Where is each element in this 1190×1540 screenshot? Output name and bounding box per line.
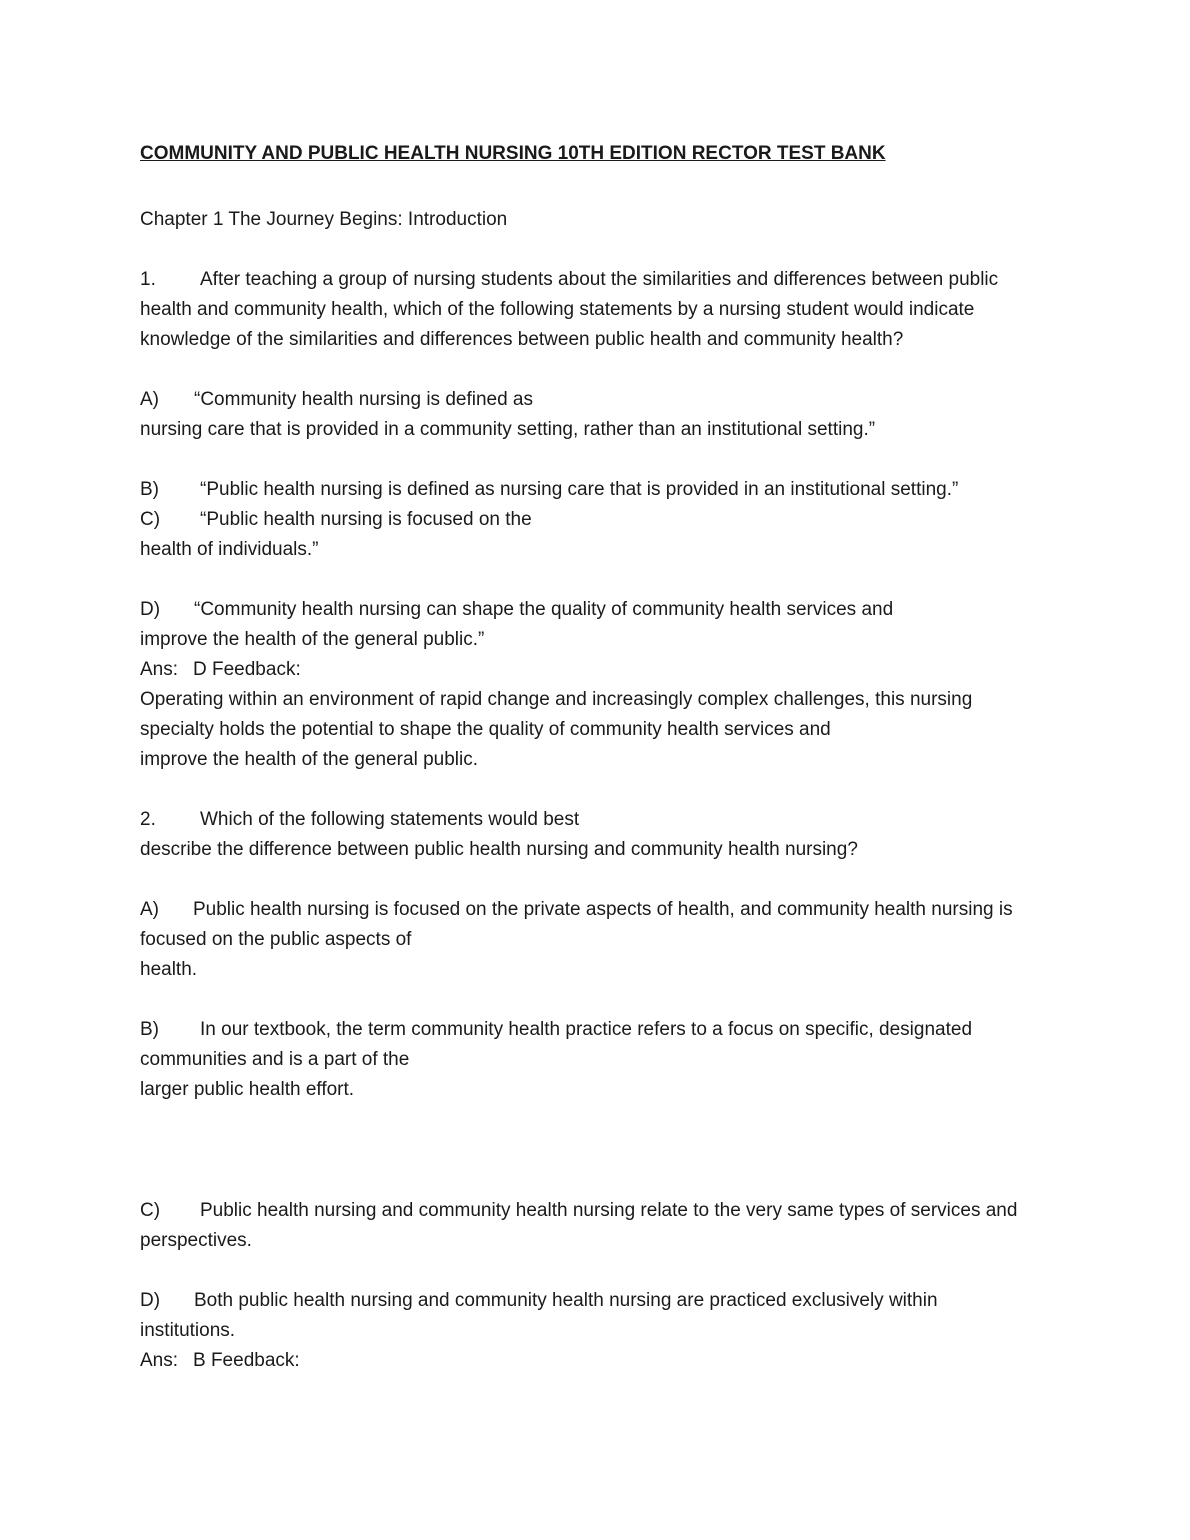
question-number: 1. — [140, 269, 156, 290]
q2-option-b-line-2: communities and is a part of the — [140, 1049, 410, 1070]
chapter-heading: Chapter 1 The Journey Begins: Introduction — [140, 209, 508, 230]
question-1-line-2: health and community health, which of the following statements by a nursing student would indicate — [140, 299, 975, 320]
option-letter: A) — [140, 389, 159, 410]
option-letter: A) — [140, 899, 159, 920]
option-text: In our textbook, the term community health practice refers to a focus on specific, designated — [200, 1019, 973, 1040]
option-text: “Community health nursing is defined as — [194, 389, 534, 410]
question-text: After teaching a group of nursing students about the similarities and differences between public — [200, 269, 999, 290]
answer-label: Ans: — [140, 1350, 179, 1371]
q1-answer — [140, 655, 301, 685]
q1-feedback-line-1: Operating within an environment of rapid change and increasingly complex challenges, this nursing — [140, 689, 973, 710]
q2-option-a-line-2: focused on the public aspects of — [140, 929, 412, 950]
option-text: Public health nursing is focused on the private aspects of health, and community health nursing is — [193, 899, 1013, 920]
question-text: Which of the following statements would best — [200, 809, 580, 830]
document-title: COMMUNITY AND PUBLIC HEALTH NURSING 10TH EDITION RECTOR TEST BANK — [140, 143, 886, 164]
q1-option-a-line-1 — [140, 385, 533, 415]
question-number: 2. — [140, 809, 156, 830]
q2-option-d-line-2: institutions. — [140, 1320, 236, 1341]
q2-option-b-line-3: larger public health effort. — [140, 1079, 355, 1100]
q2-option-c-line-2: perspectives. — [140, 1230, 252, 1251]
option-letter: B) — [140, 479, 159, 500]
q1-feedback-line-3: improve the health of the general public. — [140, 749, 478, 770]
option-letter: D) — [140, 1290, 161, 1311]
q2-option-d-line-1 — [140, 1286, 938, 1316]
answer-value: D Feedback: — [193, 659, 301, 680]
q1-option-b — [140, 475, 958, 505]
option-text: Public health nursing and community health nursing relate to the very same types of services and — [200, 1200, 1018, 1221]
option-text: “Community health nursing can shape the quality of community health services and — [194, 599, 894, 620]
question-2-line-1 — [140, 805, 579, 835]
question-1-line-3: knowledge of the similarities and differences between public health and community health? — [140, 329, 904, 350]
q2-option-a-line-1 — [140, 895, 1013, 925]
q1-option-a-line-2: nursing care that is provided in a community setting, rather than an institutional setting.” — [140, 419, 876, 440]
answer-label: Ans: — [140, 659, 179, 680]
option-letter: B) — [140, 1019, 159, 1040]
q2-option-a-line-3: health. — [140, 959, 198, 980]
option-letter: C) — [140, 1200, 161, 1221]
q2-option-c-line-1 — [140, 1196, 1017, 1226]
q2-answer — [140, 1346, 300, 1376]
q1-option-c-line-2: health of individuals.” — [140, 539, 319, 560]
q1-option-d-line-2: improve the health of the general public.” — [140, 629, 485, 650]
q1-option-d-line-1 — [140, 595, 893, 625]
option-letter: C) — [140, 509, 161, 530]
q1-option-c-line-1 — [140, 505, 532, 535]
answer-value: B Feedback: — [193, 1350, 300, 1371]
option-text: “Public health nursing is focused on the — [200, 509, 532, 530]
option-text: “Public health nursing is defined as nursing care that is provided in an institutional setting.” — [200, 479, 959, 500]
option-letter: D) — [140, 599, 161, 620]
q2-option-b-line-1 — [140, 1015, 972, 1045]
question-1-line-1 — [140, 265, 998, 295]
question-2-line-2: describe the difference between public health nursing and community health nursing? — [140, 839, 858, 860]
q1-feedback-line-2: specialty holds the potential to shape the quality of community health services and — [140, 719, 831, 740]
option-text: Both public health nursing and community health nursing are practiced exclusively within — [194, 1290, 938, 1311]
